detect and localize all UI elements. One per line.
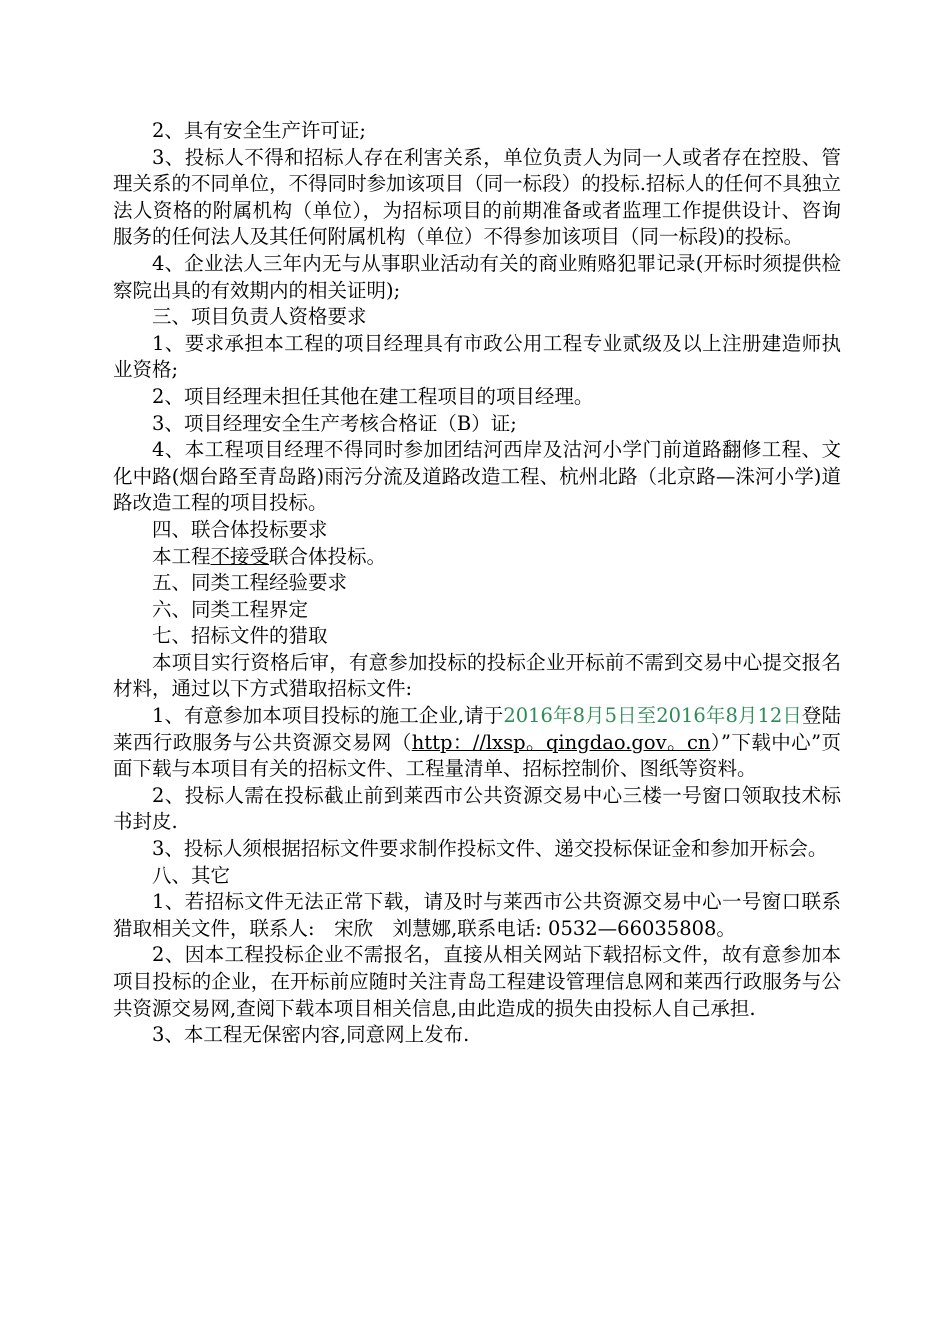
paragraph-consortium-policy xyxy=(113,544,841,571)
consortium-text-pre: 本工程 xyxy=(152,544,211,568)
paragraph-cover-pickup: 2、投标人需在投标截止前到莱西市公共资源交易中心三楼一号窗口领取技术标书封皮. xyxy=(113,783,841,834)
document-page xyxy=(113,118,841,1049)
paragraph-pm-qualification: 1、要求承担本工程的项目经理具有市政公用工程专业贰级及以上注册建造师执业资格; xyxy=(113,331,841,382)
download-text-post: ）”下载中心”页面下载与本项目有关的招标文件、工程量清单、招标控制价、图纸等资料。 xyxy=(113,730,841,781)
section-heading-definition: 六、同类工程界定 xyxy=(152,597,309,621)
paragraph-safety-license: 2、具有安全生产许可证; xyxy=(152,119,366,142)
consortium-text-post: 联合体投标。 xyxy=(269,544,387,568)
paragraph-bid-submission: 3、投标人须根据招标文件要求制作投标文件、递交投标保证金和参加开标会。 xyxy=(152,837,828,861)
paragraph-pm-exclusion: 4、本工程项目经理不得同时参加团结河西岸及沽河小学门前道路翻修工程、文化中路(烟台路至青岛路)雨污分流及道路改造工程、杭州北路（北京路—洙河小学)道路改造工程的项目投标。 xyxy=(113,438,841,515)
consortium-not-accepted: 不接受 xyxy=(210,544,270,568)
paragraph-contact-info: 1、若招标文件无法正常下载，请及时与莱西市公共资源交易中心一号窗口联系猎取相关文件，联系人: 宋欣 刘慧娜,联系电话: 0532—66035808。 xyxy=(113,890,841,940)
paragraph-pm-not-engaged: 2、项目经理未担任其他在建工程项目的项目经理。 xyxy=(152,384,594,408)
paragraph-no-registration: 2、因本工程投标企业不需报名，直接从相关网站下载招标文件，故有意参加本项目投标的企业，在开标前应随时关注青岛工程建设管理信息网和莱西行政服务与公共资源交易网,查阅下载本项目相关信息,由此造成的损失由投标人自己承担. xyxy=(113,943,841,1020)
section-heading-experience: 五、同类工程经验要求 xyxy=(152,571,348,595)
section-heading-other: 八、其它 xyxy=(152,863,231,887)
website-link[interactable]: http：//lxsp。qingdao.gov。cn xyxy=(411,730,711,754)
paragraph-pm-safety-cert: 3、项目经理安全生产考核合格证（B）证; xyxy=(152,411,517,435)
paragraph-no-bribery-record: 4、企业法人三年内无与从事职业活动有关的商业贿赂犯罪记录(开标时须提供检察院出具的有效期内的相关证明); xyxy=(113,251,841,302)
section-heading-obtain-docs: 七、招标文件的猎取 xyxy=(152,624,328,648)
download-date-range: 2016年8月5日至2016年8月12日 xyxy=(503,704,802,728)
paragraph-download-instructions xyxy=(113,703,841,783)
download-text-pre: 1、有意参加本项目投标的施工企业,请于 xyxy=(152,704,504,728)
paragraph-publication: 3、本工程无保密内容,同意网上发布. xyxy=(152,1023,470,1047)
paragraph-post-qualification: 本项目实行资格后审，有意参加投标的投标企业开标前不需到交易中心提交报名材料，通过以下方式猎取招标文件: xyxy=(113,650,841,701)
section-heading-project-lead: 三、项目负责人资格要求 xyxy=(152,305,367,329)
paragraph-conflict-of-interest: 3、投标人不得和招标人存在利害关系，单位负责人为同一人或者存在控股、管理关系的不同单位，不得同时参加该项目（同一标段）的投标.招标人的任何不具独立法人资格的附属机构（单位），为招标项目的前期准备或者监理工作提供设计、咨询服务的任何法人及其任何附属机构（单位）不得参加该项目（同一标段)的投标。 xyxy=(113,145,841,249)
download-text-mid: 登陆莱西行政服务与公共资源交易网（ xyxy=(113,704,841,754)
section-heading-consortium: 四、联合体投标要求 xyxy=(152,517,328,541)
